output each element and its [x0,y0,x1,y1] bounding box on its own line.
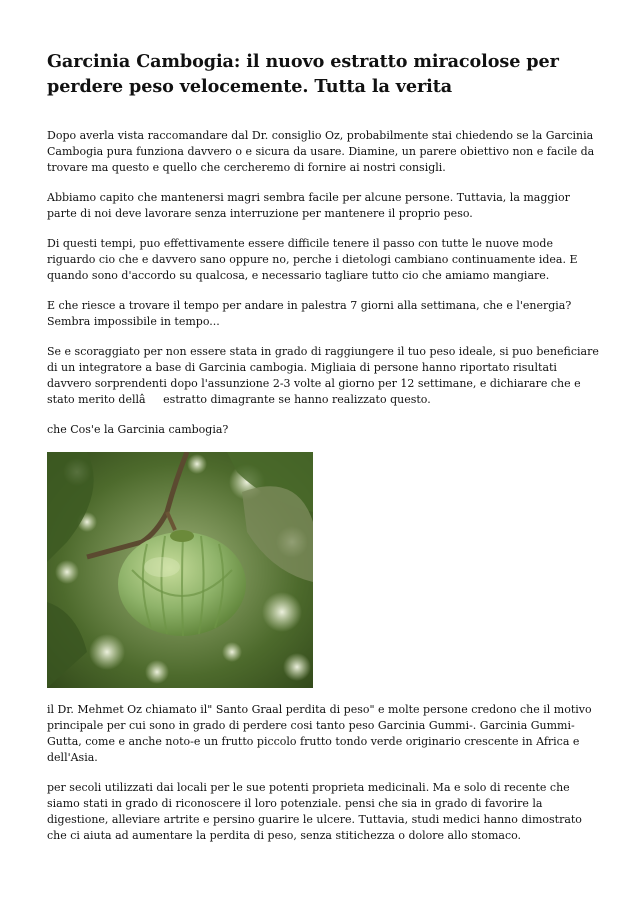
paragraph-intro: Dopo averla vista raccomandare dal Dr. consiglio Oz, probabilmente stai chiedendo se la Garcinia Cambogia pura funziona davvero o e sicura da usare. Diamine, un parere obiettivo non e facile da trovare ma questo e quello che cercheremo di fornire ai nostri consigli. [47,129,595,174]
garcinia-fruit-image [47,452,313,688]
paragraph-properties: per secoli utilizzati dai locali per le sue potenti proprieta medicinali. Ma e solo di recente che siamo stati in grado di riconoscere il loro potenziale. pensi che sia in grado di favorire la digestione, alleviare artrite e persino guarire le ulcere. Tuttavia, studi medici hanno dimostrato che ci aiuta ad aumentare la perdita di peso, senza stitichezza o dolore allo stomaco. [47,781,582,842]
paragraph-slim: Abbiamo capito che mantenersi magri sembra facile per alcune persone. Tuttavia, la maggior parte di noi deve lavorare senza interruzione per mantenere il proprio peso. [47,191,570,220]
article-title: Garcinia Cambogia: il nuovo estratto miracolose per perdere peso velocemente. Tutta la verita [47,51,559,97]
paragraph-diets: Di questi tempi, puo effettivamente essere difficile tenere il passo con tutte le nuove mode riguardo cio che e davvero sano oppure no, perche i dietologi cambiano continuamente idea. E quando sono d'accordo su qualcosa, e necessario tagliare tutto cio che amiamo mangiare. [47,237,578,282]
article [47,0,599,844]
section-question: che Cos'e la Garcinia cambogia? [47,423,229,436]
paragraph-dr-oz: il Dr. Mehmet Oz chiamato il" Santo Graal perdita di peso" e molte persone credono che il motivo principale per cui sono in grado di perdere cosi tanto peso Garcinia Gummi-. Garcinia Gummi-Gutta, come e anche noto-e un frutto piccolo frutto tondo verde originario crescente in Africa e dell'Asia. [47,703,592,764]
paragraph-gym: E che riesce a trovare il tempo per andare in palestra 7 giorni alla settimana, che e l'energia? Sembra impossibile in tempo... [47,299,572,328]
paragraph-benefits: Se e scoraggiato per non essere stata in grado di raggiungere il tuo peso ideale, si puo beneficiare di un integratore a base di Garcinia cambogia. Migliaia di persone hanno riportato risultati davvero sorprendenti dopo l'assunzione 2-3 volte al giorno per 12 settimane, e dichiarare che e stato merito dellâestratto dimagrante se hanno realizzato questo. [47,345,599,406]
